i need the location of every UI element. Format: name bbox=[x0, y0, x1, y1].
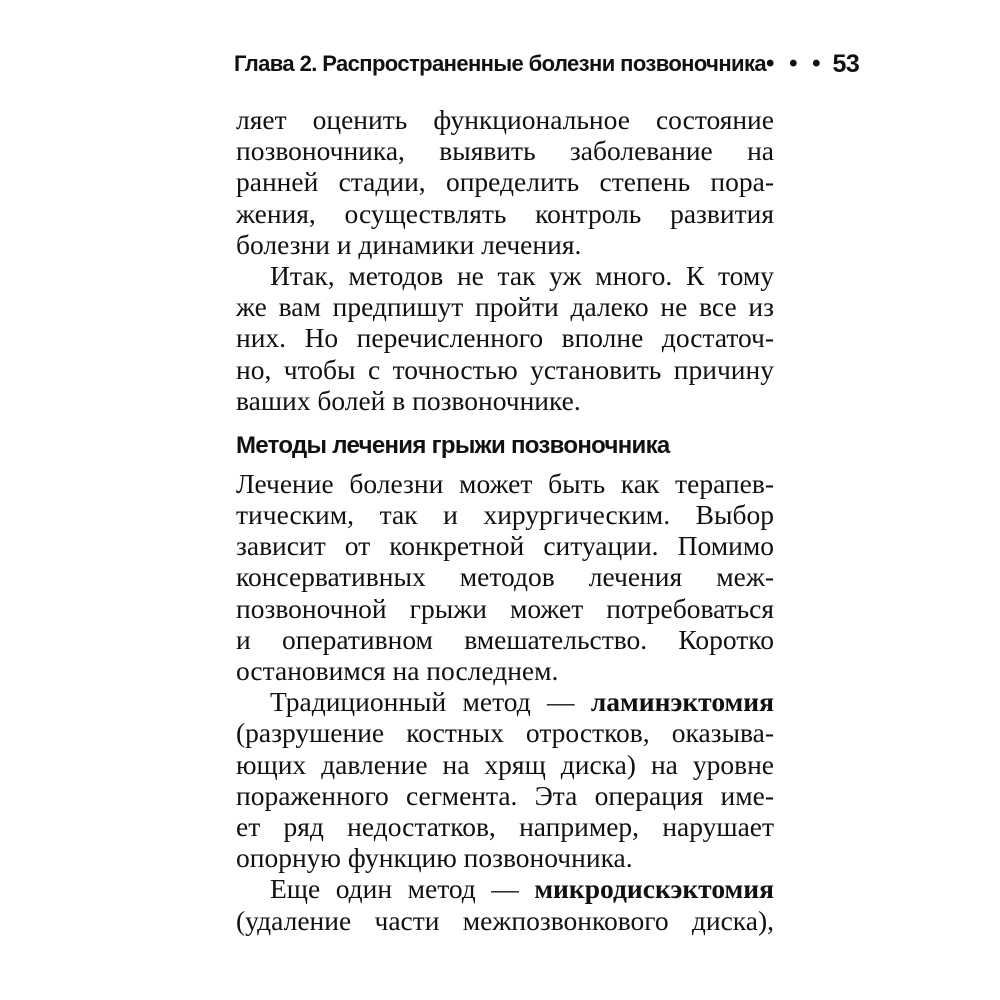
paragraph-1 bbox=[236, 104, 774, 260]
term-laminectomy: ламинэктомия bbox=[590, 686, 774, 718]
text-line: ляет оценить функциональное состояние bbox=[236, 104, 774, 135]
text-run: Еще один метод — bbox=[270, 873, 535, 905]
page-number: 53 bbox=[832, 49, 860, 78]
text-line bbox=[236, 873, 774, 904]
paragraph-2 bbox=[236, 260, 774, 416]
text-line: ющих давление на хрящ диска) на уровне bbox=[236, 748, 774, 780]
chapter-title: Глава 2. Распространенные болезни позвоночника bbox=[234, 51, 766, 76]
text-line: ет ряд недостатков, например, нарушает bbox=[236, 810, 774, 842]
text-line: (разрушение костных отростков, оказыва- bbox=[236, 717, 774, 749]
text-line: ваших болей в позвоночнике. bbox=[236, 384, 581, 416]
text-line: опорную функцию позвоночника. bbox=[236, 842, 633, 874]
header-dots: • • • bbox=[766, 50, 825, 77]
text-line: пораженного сегмента. Эта операция име- bbox=[236, 779, 774, 811]
text-line: позвоночной грыжи может потребоваться bbox=[236, 592, 774, 624]
text-line: Итак, методов не так уж много. К тому bbox=[270, 259, 774, 291]
text-line: ранней стадии, определить степень пора- bbox=[236, 166, 774, 198]
text-run: Традиционный метод — bbox=[270, 686, 591, 718]
text-line: зависит от конкретной ситуации. Помимо bbox=[236, 530, 774, 562]
text-line: болезни и динамики лечения. bbox=[236, 228, 582, 260]
text-line bbox=[236, 686, 774, 717]
text-line: них. Но перечисленного вполне достаточ- bbox=[236, 322, 774, 354]
paragraph-3 bbox=[236, 468, 774, 686]
paragraph-4 bbox=[236, 686, 774, 873]
text-line: (удаление части межпозвонкового диска), bbox=[236, 904, 774, 936]
section-heading: Методы лечения грыжи позвоночника bbox=[236, 431, 670, 459]
text-line: жения, осуществлять контроль развития bbox=[236, 197, 774, 229]
body-text bbox=[236, 104, 774, 936]
text-line: же вам предпишут пройти далеко не все из bbox=[236, 291, 774, 323]
text-line: Лечение болезни может быть как терапев- bbox=[236, 467, 774, 499]
header-right bbox=[766, 50, 859, 79]
text-line: консервативных методов лечения меж- bbox=[236, 561, 774, 593]
term-microdiscectomy: микродискэктомия bbox=[534, 873, 774, 905]
text-line: позвоночника, выявить заболевание на bbox=[236, 135, 774, 167]
text-line: и оперативном вмешательство. Коротко bbox=[236, 623, 774, 655]
running-header bbox=[234, 48, 860, 80]
text-line: тическим, так и хирургическим. Выбор bbox=[236, 499, 774, 531]
text-line: но, чтобы с точностью установить причину bbox=[236, 353, 774, 385]
paragraph-5 bbox=[236, 873, 774, 935]
text-line: остановимся на последнем. bbox=[236, 655, 559, 686]
